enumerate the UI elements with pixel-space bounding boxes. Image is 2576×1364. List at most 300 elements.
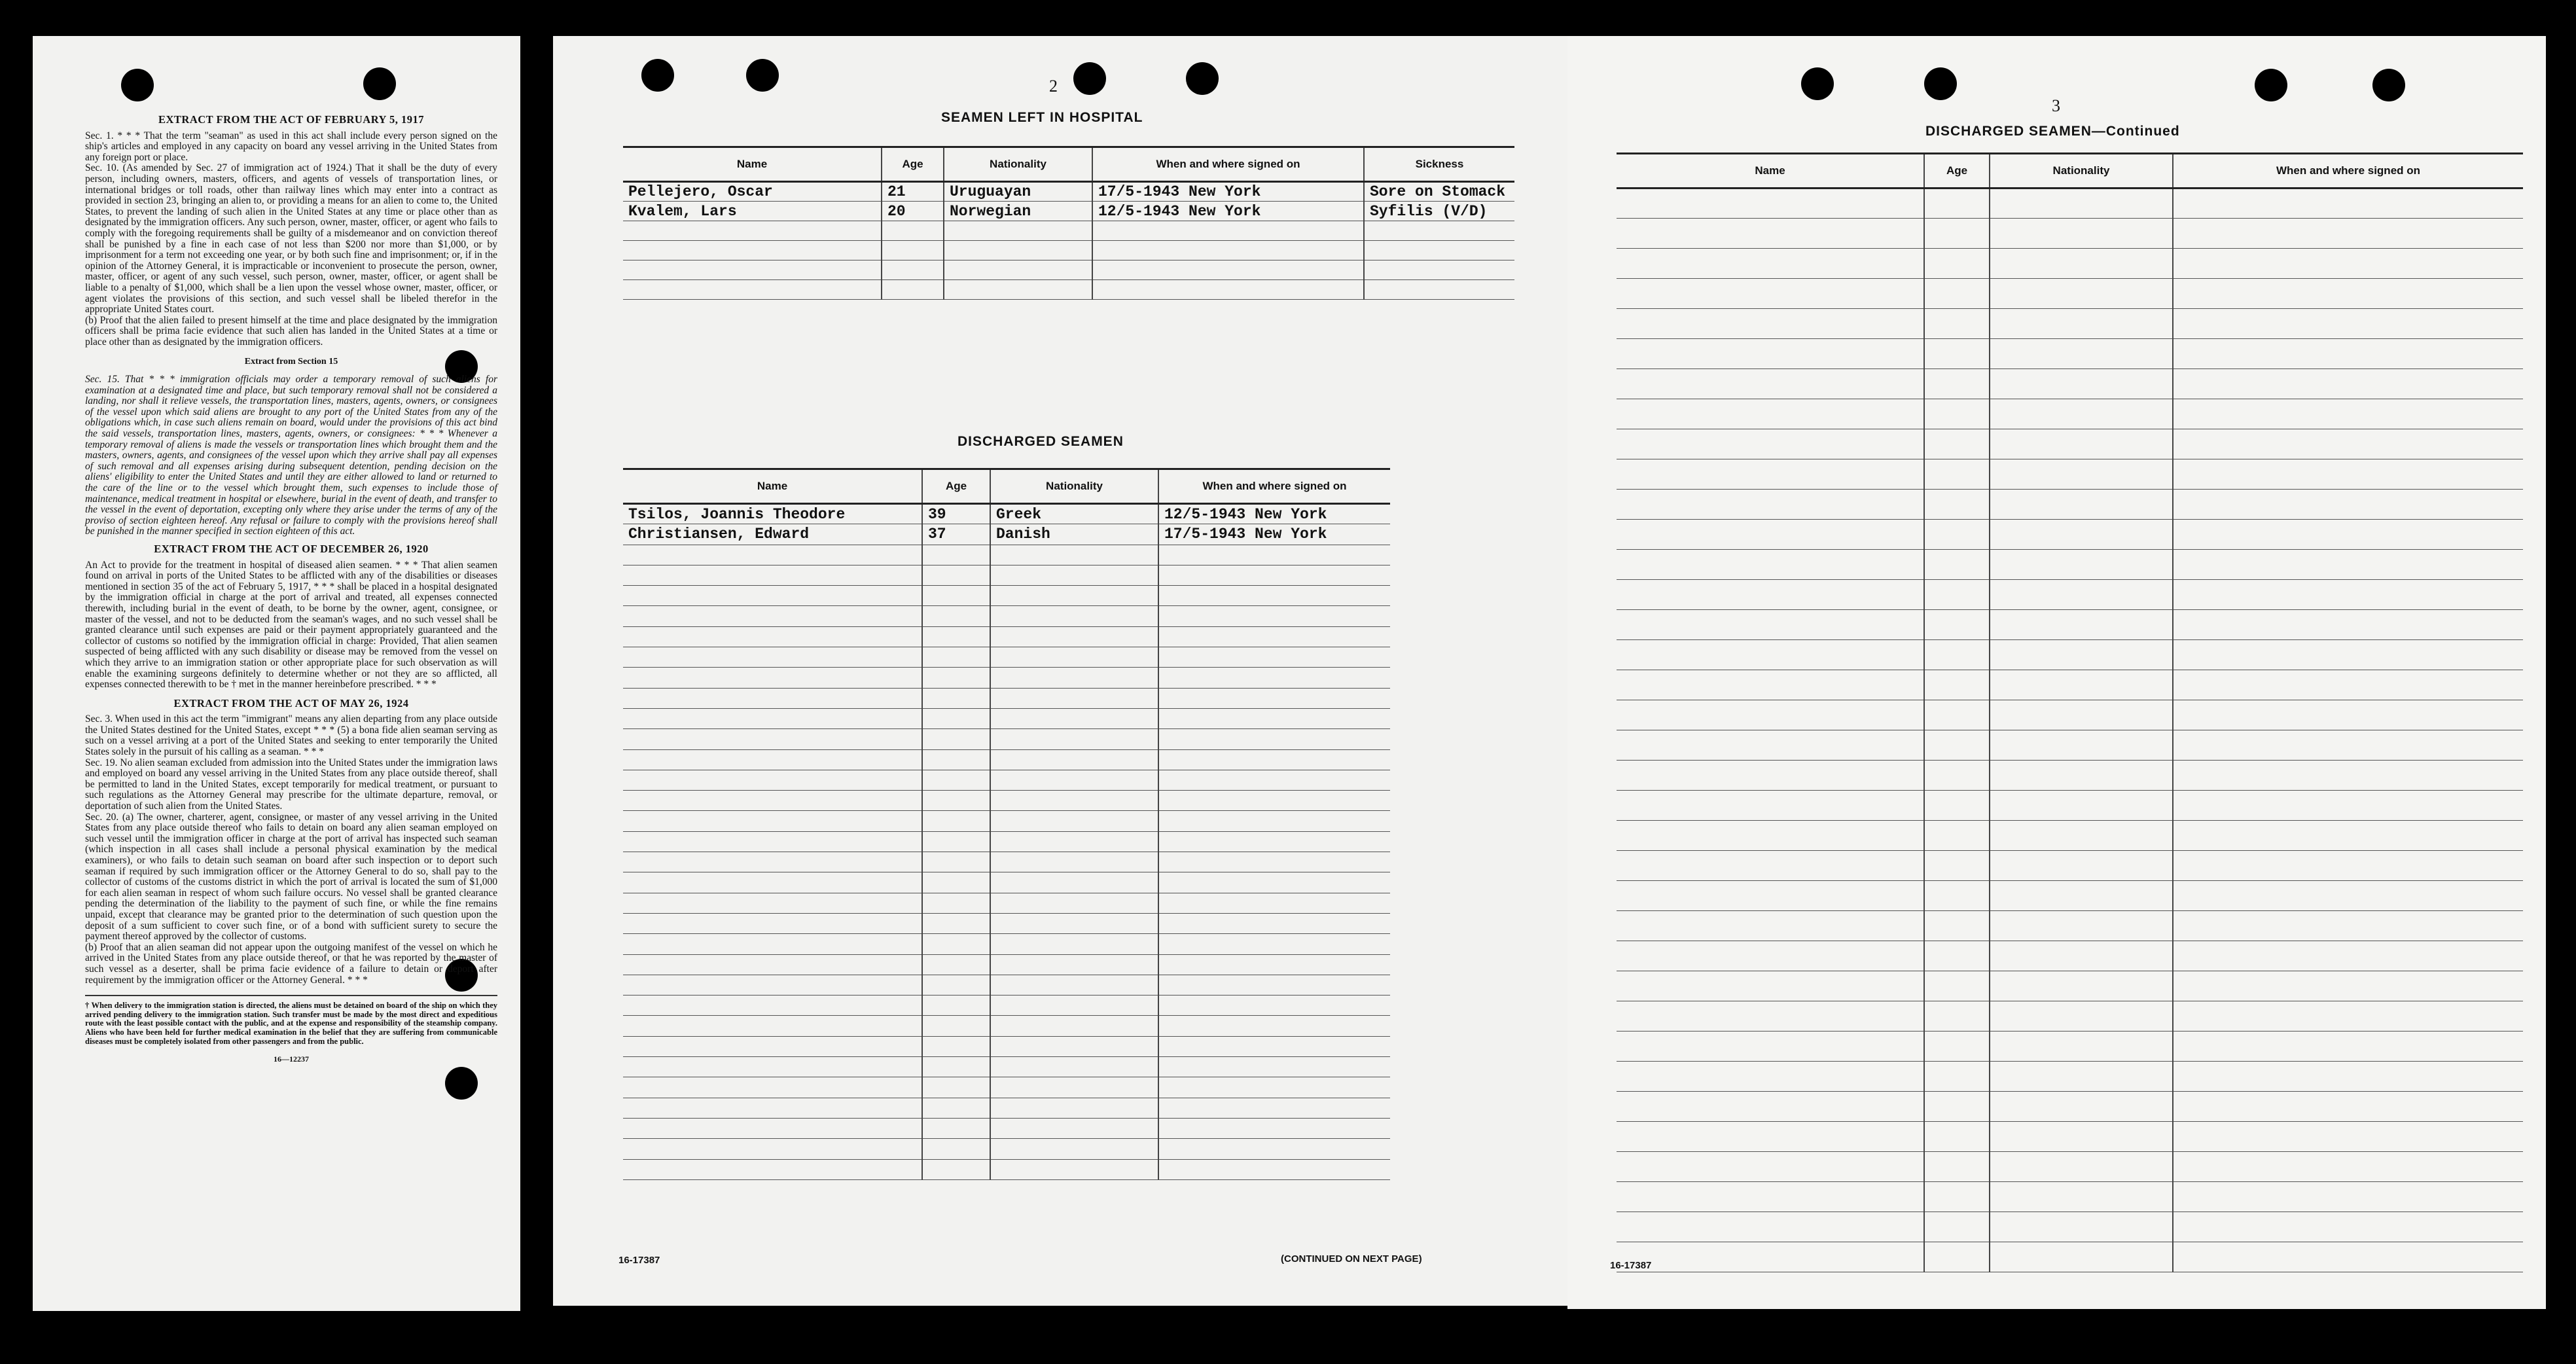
table-cell <box>2173 490 2523 520</box>
table-cell <box>1158 893 1390 913</box>
table-cell <box>1158 913 1390 933</box>
table-cell <box>922 996 990 1016</box>
table-cell <box>1158 852 1390 872</box>
table-cell <box>1617 851 1924 881</box>
table-cell <box>623 770 922 790</box>
table-cell <box>1364 280 1514 300</box>
table-cell <box>623 647 922 668</box>
table-cell <box>922 975 990 995</box>
table-row <box>623 913 1390 933</box>
table-cell <box>623 811 922 831</box>
table-cell <box>1990 459 2173 490</box>
table-cell <box>2173 429 2523 459</box>
table-cell <box>1924 881 1990 911</box>
table-cell <box>623 565 922 585</box>
act-1920-text: An Act to provide for the treatment in hospital of diseased alien seamen. * * * That alien seamen found on arrival in ports of the United States to be afflicted with any of the disabilities or diseases mentioned in section 35 of the act of February 5, 1917, * * * shall be placed in a hospital designated by the immigration official in charge at the port of arrival and treated, all expenses connected therewith, including burial in the event of death, to be borne by the owner, agent, consignee, or master of the vessel, and not to be deducted from the seaman's wages, and no such vessel shall be granted clearance until such expenses are paid or their payment appropriately guaranteed and the collector of customs so notified by the immigration official in charge: Provided, That alien seamen suspected of being afflicted with any such disability or disease may be removed from the vessel on which they arrive to an immigration station or other appropriate place for such observation as will enable the examining surgeons definitely to determine whether or not they are so afflicted, all expenses connected therewith to be † met in the manner hereinbefore prescribed. * * * <box>85 559 497 691</box>
table-row <box>623 708 1390 728</box>
table-cell <box>1990 188 2173 219</box>
table-cell <box>2173 881 2523 911</box>
table-cell <box>2173 911 2523 941</box>
table-cell <box>1158 729 1390 749</box>
table-cell <box>1924 249 1990 279</box>
table-cell <box>1990 1212 2173 1242</box>
table-cell <box>1617 1182 1924 1212</box>
table-cell <box>1924 1122 1990 1152</box>
column-header: Age <box>922 469 990 504</box>
table-row <box>623 202 1514 221</box>
table-cell <box>1158 791 1390 811</box>
column-header: Name <box>623 147 882 182</box>
table-cell <box>922 811 990 831</box>
table-cell <box>1617 249 1924 279</box>
table-cell <box>2173 730 2523 761</box>
extract-heading-1917: EXTRACT FROM THE ACT OF FEBRUARY 5, 1917 <box>158 113 424 126</box>
column-header: Age <box>882 147 944 182</box>
continued-section-title: DISCHARGED SEAMEN—Continued <box>1925 124 2180 139</box>
table-cell <box>2173 851 2523 881</box>
section-19-text: Sec. 19. No alien seaman excluded from admission into the United States under the immigration laws and employed on board any vessel arriving in the United States from any place outside thereof, shall be permitted to land in the United States, except temporarily for medical treatment, or pursuant to such regulations as the Attorney General may prescribe for the ultimate departure, removal, or deportation of such alien from the United States. <box>85 757 497 812</box>
table-cell <box>1158 934 1390 954</box>
table-cell <box>623 791 922 811</box>
table-cell <box>1990 550 2173 580</box>
punch-hole <box>2255 69 2287 101</box>
table-row <box>623 260 1514 280</box>
table-row <box>623 626 1390 647</box>
table-cell <box>2173 791 2523 821</box>
table-row <box>1617 881 2523 911</box>
section-15-text: Sec. 15. That * * * immigration officials may order a temporary removal of such aliens for examination at a designated time and place, but such temporary removal shall not be considered a landing, nor shall it relieve vessels, the transportation lines, masters, agents, owners, or consignees of the vessel upon which said aliens are brought to any port of the United States from any of the obligations which, in case such aliens remain on board, would under the provisions of this act bind the said vessels, transportation lines, masters, agents, owners, or consignees: * * * Whenever a temporary removal of aliens is made the vessels or transportation lines which brought them and the masters, owners, agents, and consignees of the vessel upon which they arrive shall pay all expenses of such removal and all expenses arising during subsequent detention, pending decision on the aliens' eligibility to enter the United States and until they are either allowed to land or returned to the care of the line or to the vessel which brought them, such expenses to include those of maintenance, medical treatment in hospital or elsewhere, burial in the event of death, and transfer to the vessel in the event of deportation, excepting only where they arise under the terms of any of the proviso of section eighteen hereof. Any refusal or failure to comply with the provisions hereof shall be punished in the manner specified in section eighteen of this act. <box>85 374 497 537</box>
table-cell: Norwegian <box>944 202 1092 221</box>
punch-hole <box>746 59 779 92</box>
table-cell <box>990 565 1158 585</box>
table-cell <box>1158 545 1390 565</box>
table-cell <box>1924 1182 1990 1212</box>
table-row <box>623 996 1390 1016</box>
table-cell <box>1158 668 1390 688</box>
table-cell <box>1158 954 1390 975</box>
table-cell <box>1158 626 1390 647</box>
table-cell <box>990 1016 1158 1036</box>
table-row <box>1617 610 2523 640</box>
table-cell <box>990 975 1158 995</box>
table-cell <box>1990 1001 2173 1032</box>
table-cell <box>1158 1036 1390 1056</box>
table-cell <box>1617 429 1924 459</box>
table-row <box>1617 309 2523 339</box>
table-cell <box>1990 1182 2173 1212</box>
table-cell <box>1924 1242 1990 1272</box>
table-cell <box>623 668 922 688</box>
table-cell <box>1924 941 1990 971</box>
table-cell <box>2173 1032 2523 1062</box>
table-cell <box>623 1036 922 1056</box>
table-row <box>623 241 1514 260</box>
table-cell <box>1158 1159 1390 1179</box>
table-cell <box>1924 610 1990 640</box>
table-cell <box>990 1036 1158 1056</box>
table-cell <box>1924 730 1990 761</box>
table-cell: 17/5-1943 New York <box>1092 182 1364 202</box>
table-cell: Christiansen, Edward <box>623 524 922 545</box>
table-cell <box>990 872 1158 893</box>
table-cell <box>1092 280 1364 300</box>
table-cell <box>922 954 990 975</box>
table-row <box>1617 369 2523 399</box>
table-cell <box>1924 670 1990 700</box>
table-cell <box>2173 309 2523 339</box>
column-header: Nationality <box>1990 154 2173 188</box>
table-cell <box>2173 971 2523 1001</box>
table-cell <box>922 626 990 647</box>
table-cell <box>944 221 1092 241</box>
table-cell <box>623 1016 922 1036</box>
table-cell <box>1617 1122 1924 1152</box>
table-cell <box>1617 640 1924 670</box>
table-row <box>623 1036 1390 1056</box>
table-row <box>1617 188 2523 219</box>
table-row <box>1617 1122 2523 1152</box>
table-cell <box>2173 1212 2523 1242</box>
section-10b-text: (b) Proof that the alien failed to present himself at the time and place designated by the immigration officers shall be prima facie evidence that such alien has landed in the United States at a time or place other than as designated by the immigration officers. <box>85 314 497 348</box>
table-cell <box>1990 369 2173 399</box>
table-cell <box>1158 688 1390 708</box>
table-cell <box>1924 1032 1990 1062</box>
table-cell <box>990 893 1158 913</box>
table-cell <box>990 668 1158 688</box>
table-cell <box>922 606 990 626</box>
table-cell <box>623 872 922 893</box>
table-cell <box>1158 565 1390 585</box>
table-cell <box>922 565 990 585</box>
table-cell <box>623 831 922 852</box>
table-cell <box>1924 1212 1990 1242</box>
table-cell <box>623 1098 922 1118</box>
table-cell <box>1924 219 1990 249</box>
table-cell <box>922 545 990 565</box>
table-cell <box>944 260 1092 280</box>
table-cell <box>1617 1242 1924 1272</box>
table-cell <box>1990 429 2173 459</box>
table-cell <box>623 1118 922 1138</box>
punch-hole <box>1073 62 1106 95</box>
table-cell <box>1617 369 1924 399</box>
table-cell <box>1990 1242 2173 1272</box>
table-cell <box>2173 1062 2523 1092</box>
table-row <box>1617 459 2523 490</box>
table-cell <box>1158 975 1390 995</box>
form-number: 16-17387 <box>618 1255 660 1266</box>
form-number: 16—12237 <box>274 1054 309 1064</box>
table-cell: 12/5-1943 New York <box>1092 202 1364 221</box>
table-cell: 39 <box>922 504 990 524</box>
table-row <box>623 647 1390 668</box>
table-cell <box>623 975 922 995</box>
table-cell <box>623 545 922 565</box>
punch-hole <box>641 59 674 92</box>
table-cell <box>1158 749 1390 770</box>
table-cell <box>1158 1057 1390 1077</box>
table-cell <box>1617 700 1924 730</box>
table-cell <box>1990 610 2173 640</box>
table-cell <box>1990 971 2173 1001</box>
table-cell <box>1990 1062 2173 1092</box>
punch-hole <box>2372 69 2405 101</box>
table-cell <box>1924 761 1990 791</box>
table-cell <box>2173 1092 2523 1122</box>
table-cell <box>1990 1122 2173 1152</box>
table-row <box>1617 1062 2523 1092</box>
table-cell <box>1617 188 1924 219</box>
table-cell <box>944 241 1092 260</box>
table-cell <box>1617 550 1924 580</box>
table-cell <box>1990 490 2173 520</box>
table-cell <box>1990 670 2173 700</box>
table-cell <box>1924 520 1990 550</box>
table-cell <box>1924 700 1990 730</box>
table-cell <box>2173 1122 2523 1152</box>
table-cell <box>1617 730 1924 761</box>
table-cell <box>1617 490 1924 520</box>
table-row <box>1617 1152 2523 1182</box>
table-row <box>623 221 1514 241</box>
table-row <box>1617 851 2523 881</box>
table-cell <box>623 1057 922 1077</box>
table-cell: 17/5-1943 New York <box>1158 524 1390 545</box>
table-row <box>623 749 1390 770</box>
column-header: Nationality <box>990 469 1158 504</box>
table-cell <box>1924 339 1990 369</box>
table-cell <box>1990 700 2173 730</box>
table-cell: 37 <box>922 524 990 545</box>
table-cell <box>1990 791 2173 821</box>
table-cell <box>2173 580 2523 610</box>
table-cell <box>623 1159 922 1179</box>
table-cell <box>990 729 1158 749</box>
table-cell <box>1617 1212 1924 1242</box>
table-cell <box>922 1118 990 1138</box>
table-cell <box>1617 1152 1924 1182</box>
table-cell <box>1990 1032 2173 1062</box>
table-cell <box>990 954 1158 975</box>
table-row <box>623 688 1390 708</box>
table-row <box>623 1098 1390 1118</box>
table-cell <box>1617 520 1924 550</box>
table-cell <box>623 749 922 770</box>
hospital-section-title: SEAMEN LEFT IN HOSPITAL <box>941 110 1143 125</box>
table-cell <box>1924 369 1990 399</box>
table-cell <box>1364 221 1514 241</box>
table-cell <box>2173 1152 2523 1182</box>
table-cell <box>990 606 1158 626</box>
table-cell <box>2173 550 2523 580</box>
table-cell <box>922 913 990 933</box>
section-20-text: Sec. 20. (a) The owner, charterer, agent, consignee, or master of any vessel arriving in the United States from any place outside thereof who fails to detain on board any alien seaman employed on such vessel until the immigration officer in charge at the port of arrival has inspected such seaman (which inspection in all cases shall include a personal physical examination by the medical examiners), or who fails to detain such seaman on board after such inspection or to deport such seaman if required by such immigration officer or the Attorney General to do so, shall pay to the collector of customs of the customs district in which the port of arrival is located the sum of $1,000 for each alien seaman in respect of whom such failure occurs. No vessel shall be granted clearance pending the determination of the liability to the payment of such fine, or while the fine remains unpaid, except that clearance may be granted prior to the determination of such question upon the deposit of a sum sufficient to cover such fine, or of a bond with sufficient surety to secure the payment thereof approved by the collector of customs. <box>85 811 497 942</box>
table-cell <box>2173 520 2523 550</box>
table-cell <box>922 1057 990 1077</box>
table-row <box>623 831 1390 852</box>
table-cell <box>1158 831 1390 852</box>
table-cell <box>990 1077 1158 1098</box>
column-header: When and where signed on <box>1092 147 1364 182</box>
table-cell <box>1617 821 1924 851</box>
table-cell <box>990 545 1158 565</box>
extract-heading-1924: EXTRACT FROM THE ACT OF MAY 26, 1924 <box>173 696 409 709</box>
table-cell <box>623 626 922 647</box>
table-cell <box>1924 791 1990 821</box>
table-cell <box>990 934 1158 954</box>
table-cell <box>2173 369 2523 399</box>
table-cell <box>1158 1118 1390 1138</box>
table-cell <box>2173 219 2523 249</box>
table-row <box>1617 791 2523 821</box>
table-cell <box>1924 490 1990 520</box>
punch-hole <box>1801 67 1834 100</box>
table-cell: 20 <box>882 202 944 221</box>
table-cell: Danish <box>990 524 1158 545</box>
table-row <box>623 975 1390 995</box>
table-row <box>623 504 1390 524</box>
table-row <box>623 606 1390 626</box>
table-cell <box>623 1077 922 1098</box>
table-row <box>623 729 1390 749</box>
page-2-sheet <box>553 36 1567 1306</box>
table-cell <box>2173 670 2523 700</box>
table-cell <box>1924 1001 1990 1032</box>
table-cell <box>922 749 990 770</box>
table-cell: Tsilos, Joannis Theodore <box>623 504 922 524</box>
table-row <box>623 1077 1390 1098</box>
table-row <box>1617 911 2523 941</box>
table-cell <box>1990 309 2173 339</box>
table-cell <box>1990 580 2173 610</box>
table-row <box>623 893 1390 913</box>
table-cell <box>2173 1001 2523 1032</box>
table-cell <box>1158 996 1390 1016</box>
table-cell: Uruguayan <box>944 182 1092 202</box>
table-cell <box>2173 640 2523 670</box>
table-row <box>1617 520 2523 550</box>
table-cell <box>1990 339 2173 369</box>
table-row <box>623 565 1390 585</box>
table-row <box>1617 821 2523 851</box>
table-cell <box>1990 640 2173 670</box>
table-cell <box>990 1057 1158 1077</box>
table-cell <box>1990 851 2173 881</box>
form-number: 16-17387 <box>1610 1260 1652 1271</box>
table-cell <box>1990 821 2173 851</box>
table-cell <box>623 729 922 749</box>
table-row <box>623 934 1390 954</box>
table-row <box>623 586 1390 606</box>
table-row <box>1617 1092 2523 1122</box>
table-cell <box>1924 399 1990 429</box>
table-cell <box>1617 279 1924 309</box>
table-cell <box>623 260 882 280</box>
table-cell <box>1924 1092 1990 1122</box>
column-header: Age <box>1924 154 1990 188</box>
table-cell <box>1092 221 1364 241</box>
table-cell: 12/5-1943 New York <box>1158 504 1390 524</box>
table-cell <box>1617 339 1924 369</box>
table-cell <box>623 996 922 1016</box>
page-number: 2 <box>1049 77 1058 96</box>
table-cell <box>922 872 990 893</box>
table-cell <box>922 1016 990 1036</box>
table-row <box>1617 580 2523 610</box>
discharged-continued-table <box>1617 153 2523 1272</box>
table-cell <box>922 647 990 668</box>
table-cell <box>2173 339 2523 369</box>
column-header: Name <box>623 469 922 504</box>
table-cell <box>1990 881 2173 911</box>
table-row <box>1617 550 2523 580</box>
section-1-text: Sec. 1. * * * That the term "seaman" as used in this act shall include every person signed on the ship's articles and employed in any capacity on board any vessel arriving in the United States from any foreign port or place. <box>85 130 497 163</box>
page-number: 3 <box>2052 96 2060 115</box>
table-cell <box>2173 249 2523 279</box>
table-cell <box>1158 770 1390 790</box>
table-cell <box>1617 761 1924 791</box>
section-10-text: Sec. 10. (As amended by Sec. 27 of immigration act of 1924.) That it shall be the duty of every person, including owners, masters, officers, and agents of vessels of transportation lines, or international bridges or toll roads, other than railway lines which may enter into a contract as provided in section 23, bringing an alien to, or providing a means for an alien to come to, the United States, to prevent the landing of such alien in the United States at any time or place other than as designated by the immigration officers. Any such person, owner, master, officer, or agent who fails to comply with the foregoing requirements shall be guilty of a misdemeanor and on conviction thereof shall be punished by a fine in each case of not less than $200 nor more than $1,000, or by imprisonment for a term not exceeding one year, or by both such fine and imprisonment; or, if in the opinion of the Attorney General, it is impracticable or inconvenient to prosecute the person, owner, master, officer, or agent of any such vessel, such person, owner, master, officer, or agent shall be liable to a penalty of $1,000, which shall be a lien upon the vessel whose owner, master, officer, or agent violates the provisions of this section, and such vessel shall be libeled therefor in the appropriate United States court. <box>85 162 497 315</box>
table-row <box>1617 219 2523 249</box>
table-cell <box>990 1159 1158 1179</box>
table-cell: Syfilis (V/D) <box>1364 202 1514 221</box>
table-row <box>1617 670 2523 700</box>
table-cell <box>623 913 922 933</box>
table-cell <box>1924 309 1990 339</box>
table-cell <box>922 1159 990 1179</box>
table-cell <box>990 791 1158 811</box>
table-cell <box>1158 872 1390 893</box>
table-row <box>1617 971 2523 1001</box>
table-row <box>1617 279 2523 309</box>
table-cell <box>2173 459 2523 490</box>
table-cell <box>990 688 1158 708</box>
table-cell <box>1990 399 2173 429</box>
column-header: When and where signed on <box>1158 469 1390 504</box>
table-cell <box>1924 640 1990 670</box>
table-row <box>1617 761 2523 791</box>
table-cell <box>990 913 1158 933</box>
table-cell <box>623 893 922 913</box>
table-cell <box>990 1098 1158 1118</box>
table-cell <box>623 606 922 626</box>
table-cell <box>1158 708 1390 728</box>
table-cell: Kvalem, Lars <box>623 202 882 221</box>
regulations-sheet <box>33 36 520 1311</box>
table-cell <box>1990 730 2173 761</box>
table-cell <box>1924 911 1990 941</box>
table-row <box>623 872 1390 893</box>
table-cell <box>922 586 990 606</box>
table-row <box>623 1159 1390 1179</box>
table-cell <box>922 708 990 728</box>
table-cell <box>1158 586 1390 606</box>
table-cell <box>922 688 990 708</box>
table-cell <box>990 626 1158 647</box>
extract-heading-1920: EXTRACT FROM THE ACT OF DECEMBER 26, 1920 <box>154 542 429 555</box>
table-cell <box>1924 279 1990 309</box>
table-cell <box>1617 309 1924 339</box>
table-cell <box>623 221 882 241</box>
discharged-table <box>623 468 1390 1180</box>
table-cell <box>1924 851 1990 881</box>
column-header: Nationality <box>944 147 1092 182</box>
table-cell <box>1924 550 1990 580</box>
table-cell <box>1990 1092 2173 1122</box>
table-cell <box>623 688 922 708</box>
table-cell <box>1924 459 1990 490</box>
table-cell <box>1617 1062 1924 1092</box>
